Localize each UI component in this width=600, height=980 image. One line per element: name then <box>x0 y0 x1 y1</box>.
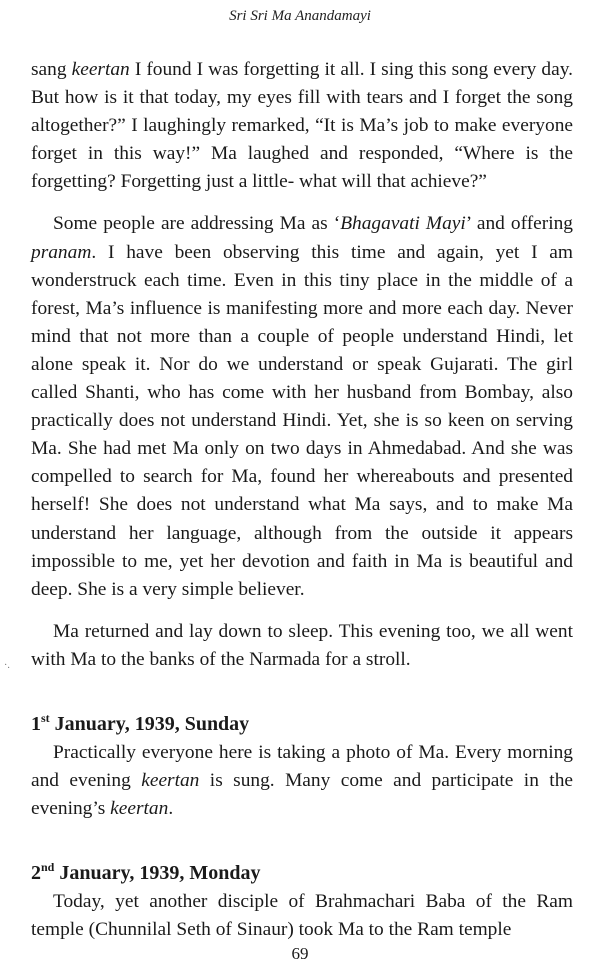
running-head: Sri Sri Ma Anandamayi <box>229 8 371 24</box>
italic-term: keertan <box>71 59 130 80</box>
text-run: sang <box>31 59 72 80</box>
heading-date: January, 1939, Sunday <box>49 712 250 735</box>
entry-1-paragraph <box>31 739 573 823</box>
stray-mark: ·. <box>4 660 10 671</box>
text-run: ’ and offering <box>465 213 573 235</box>
text-run: . <box>168 798 174 820</box>
text-run: is sung. Many come and participate in the evening’s <box>31 770 573 820</box>
page-body <box>31 56 573 944</box>
text-run: I found I was forgetting it all. I sing this song every day. But how is it that today, my eyes fill with tears and I forget the song altogether?” I laughingly remarked, “It is Ma’s job to make everyone forget in this way!” Ma laughed and responded, “Where is the forgetting? Forgetting just a little- what will that achieve?” <box>31 59 573 193</box>
text-run: Practically everyone here is taking a photo of Ma. Every morning and evening <box>31 741 573 792</box>
paragraph-1 <box>31 56 573 196</box>
italic-term: keertan <box>110 798 169 820</box>
date-heading-1 <box>31 710 573 738</box>
italic-term: keertan <box>141 770 200 792</box>
text-run: . I have been observing this time and again, yet I am wonderstruck each time. Even in this tiny place in the middle of a forest, Ma’s influence is manifesting more and more each day. Never mind that not more than a couple of people understand Hindi, let alone speak it. Nor do we understand or speak Gujarati. The girl called Shanti, who has come with her husband from Bombay, also practically does not understand Hindi. Yet, she is so keen on serving Ma. She had met Ma only on two days in Ahmedabad. And she was compelled to search for Ma, found her whereabouts and presented herself! She does not understand what Ma says, and to make Ma understand her language, although from the outside it appears impossible to me, yet her devotion and faith in Ma is beautiful and deep. She is a very simple believer. <box>31 241 573 600</box>
date-heading-2 <box>31 859 573 887</box>
heading-ordinal: st <box>41 710 50 725</box>
italic-term: pranam <box>31 241 92 263</box>
italic-term: Bhagavati Mayi <box>340 213 466 235</box>
paragraph-3: Ma returned and lay down to sleep. This evening too, we all went with Ma to the banks of the Narmada for a stroll. <box>31 620 573 670</box>
heading-ordinal: nd <box>41 860 55 875</box>
page-number: 69 <box>291 944 309 963</box>
paragraph-2 <box>31 210 573 603</box>
heading-day: 2 <box>31 862 41 885</box>
heading-day: 1 <box>31 712 41 735</box>
entry-2-paragraph: Today, yet another disciple of Brahmachari Baba of the Ram temple (Chunnilal Seth of Sinaur) took Ma to the Ram temple <box>31 891 573 941</box>
text-run: Some people are addressing Ma as ‘ <box>53 213 341 235</box>
heading-date: January, 1939, Monday <box>54 862 261 885</box>
